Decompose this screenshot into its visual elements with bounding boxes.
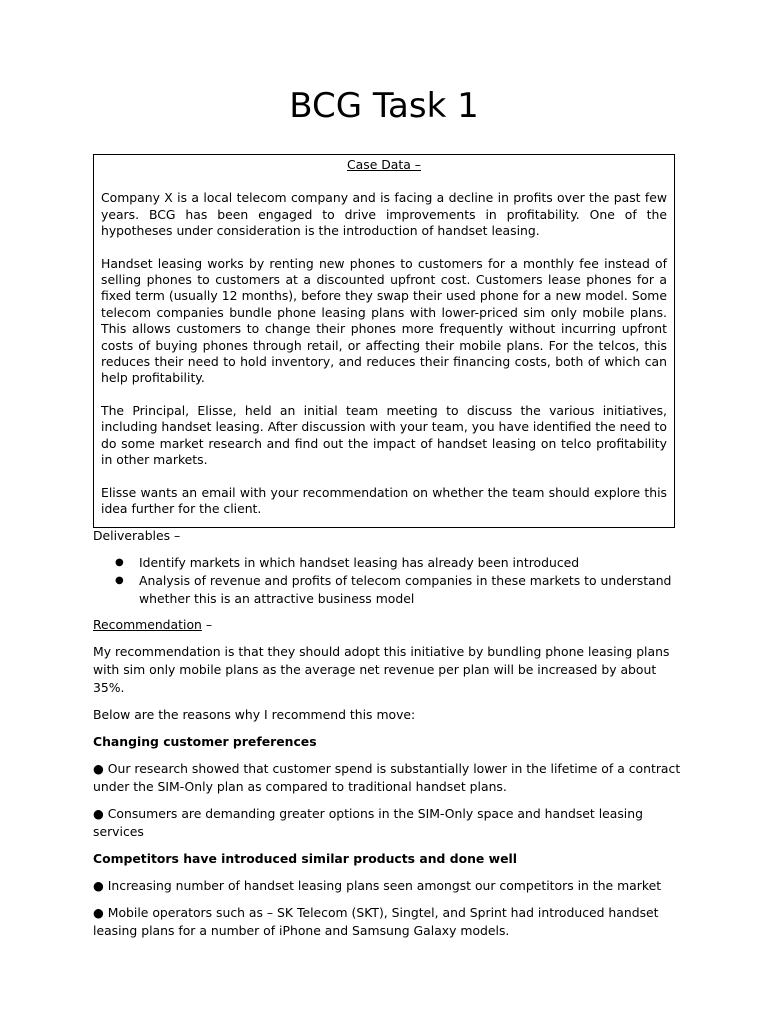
deliverable-item: ● Analysis of revenue and profits of telecom companies in these markets to understand whether this is an attractive business model [139, 572, 683, 608]
document-title: BCG Task 1 [289, 86, 479, 126]
section-point: ● Mobile operators such as – SK Telecom (SKT), Singtel, and Sprint had introduced handset leasing plans for a number of iPhone and Samsung Galaxy models. [93, 905, 659, 938]
case-paragraph: Elisse wants an email with your recommendation on whether the team should explore this idea further for the client. [101, 484, 667, 516]
deliverable-item: ● Identify markets in which handset leasing has already been introduced [139, 554, 683, 572]
case-data-box [93, 154, 675, 528]
section-point: ● Increasing number of handset leasing plans seen amongst our competitors in the market [93, 878, 662, 893]
section-point: ● Consumers are demanding greater options in the SIM-Only space and handset leasing services [93, 806, 643, 839]
deliverables-label: Deliverables – [93, 528, 181, 543]
case-paragraph: The Principal, Elisse, held an initial team meeting to discuss the various initiatives, including handset leasing. After discussion with your team, you have identified the need to do some market research and find out the impact of handset leasing on telco profitability in other markets. [101, 402, 667, 468]
section-heading: Competitors have introduced similar products and done well [93, 851, 517, 866]
recommendation-label: Recommendation [93, 617, 202, 632]
case-paragraph: Company X is a local telecom company and is facing a decline in profits over the past few years. BCG has been engaged to drive improvements in profitability. One of the hypotheses under consideration is the introduction of handset leasing. [101, 190, 667, 239]
case-paragraph: Handset leasing works by renting new phones to customers for a monthly fee instead of selling phones to customers at a discounted upfront cost. Customers lease phones for a fixed term (usually 12 months), before they swap their used phone for a new model. Some telecom companies bundle phone leasing plans with lower-priced sim only mobile plans. This allows customers to change their phones more frequently without incurring upfront costs of buying phones through retail, or affecting their mobile plans. For the telcos, this reduces their need to hold inventory, and reduces their financing costs, both of which can help profitability. [101, 255, 667, 386]
section-point: ● Our research showed that customer spend is substantially lower in the lifetime of a contract under the SIM-Only plan as compared to traditional handset plans. [93, 761, 681, 794]
section-heading: Changing customer preferences [93, 734, 317, 749]
recommendation-dash: – [201, 617, 213, 632]
reasons-intro: Below are the reasons why I recommend this move: [93, 707, 416, 722]
case-data-heading: Case Data – [347, 157, 421, 172]
document-body [93, 527, 683, 949]
recommendation-heading [93, 616, 683, 634]
recommendation-text: My recommendation is that they should adopt this initiative by bundling phone leasing plans with sim only mobile plans as the average net revenue per plan will be increased by about 35%. [93, 644, 670, 695]
deliverables-list [93, 554, 683, 608]
